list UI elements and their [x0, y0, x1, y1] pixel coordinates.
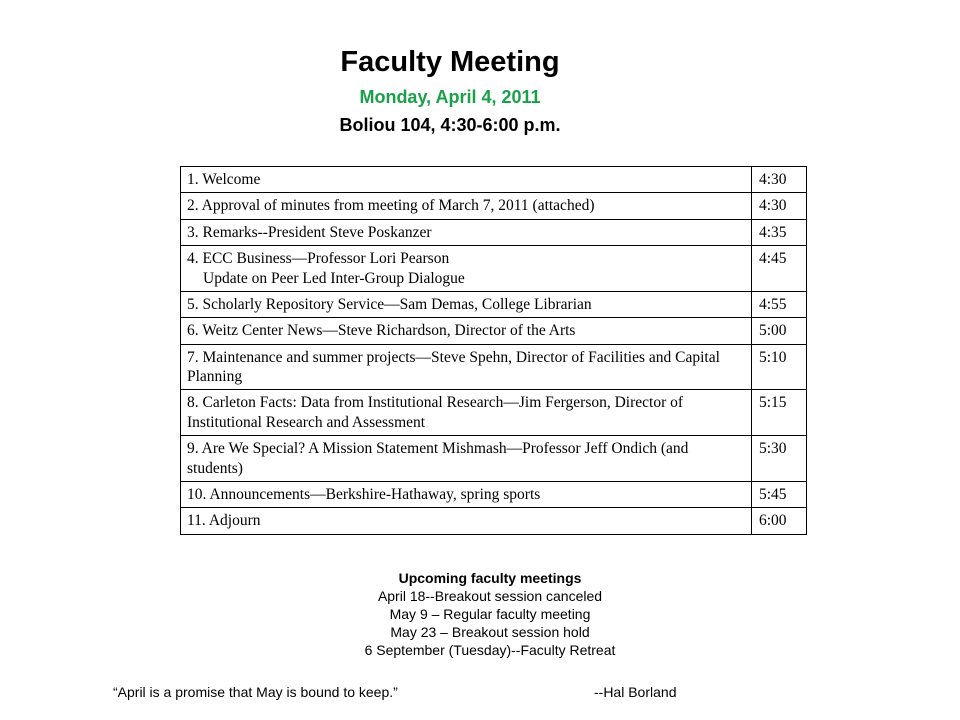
agenda-time: 5:45 [752, 481, 807, 507]
agenda-item: 8. Carleton Facts: Data from Institutional Research—Jim Fergerson, Director of Institutional Research and Assessment [181, 390, 752, 436]
table-row [181, 167, 807, 193]
agenda-time: 4:30 [752, 167, 807, 193]
agenda-item: 7. Maintenance and summer projects—Steve Spehn, Director of Facilities and Capital Planning [181, 344, 752, 390]
agenda-time: 5:15 [752, 390, 807, 436]
upcoming-line: April 18--Breakout session canceled [377, 588, 603, 604]
agenda-item: 1. Welcome [181, 167, 752, 193]
table-row [181, 291, 807, 317]
table-row [181, 481, 807, 507]
agenda-time: 4:55 [752, 291, 807, 317]
table-row [181, 508, 807, 534]
upcoming-line: May 23 – Breakout session hold [390, 624, 590, 640]
agenda-item: 9. Are We Special? A Mission Statement Mishmash—Professor Jeff Ondich (and students) [181, 436, 752, 482]
agenda-time: 6:00 [752, 508, 807, 534]
footer-quote-author: --Hal Borland [594, 684, 677, 700]
meeting-location: Boliou 104, 4:30-6:00 p.m. [339, 115, 561, 135]
table-row [181, 219, 807, 245]
table-row [181, 318, 807, 344]
agenda-time: 4:30 [752, 193, 807, 219]
agenda-time: 5:00 [752, 318, 807, 344]
agenda-item: 6. Weitz Center News—Steve Richardson, Director of the Arts [181, 318, 752, 344]
agenda-item: 3. Remarks--President Steve Poskanzer [181, 219, 752, 245]
agenda-item: 5. Scholarly Repository Service—Sam Demas, College Librarian [181, 291, 752, 317]
upcoming-meetings [0, 569, 960, 659]
agenda-item-subline: Update on Peer Led Inter-Group Dialogue [203, 269, 465, 287]
table-row [181, 193, 807, 219]
upcoming-line: 6 September (Tuesday)--Faculty Retreat [364, 642, 616, 658]
agenda-item: 10. Announcements—Berkshire-Hathaway, spring sports [181, 481, 752, 507]
upcoming-line: May 9 – Regular faculty meeting [389, 606, 591, 622]
agenda-table [180, 166, 807, 535]
table-row [181, 344, 807, 390]
table-row [181, 436, 807, 482]
agenda-item-cell [181, 246, 752, 292]
footer-quote: “April is a promise that May is bound to keep.” [113, 684, 398, 700]
page-title: Faculty Meeting [340, 46, 560, 78]
upcoming-heading: Upcoming faculty meetings [398, 570, 582, 586]
meeting-date: Monday, April 4, 2011 [359, 87, 541, 107]
agenda-time: 5:30 [752, 436, 807, 482]
agenda-time: 4:35 [752, 219, 807, 245]
agenda-item: 4. ECC Business—Professor Lori Pearson [187, 250, 450, 268]
agenda-time: 4:45 [752, 246, 807, 292]
table-row [181, 390, 807, 436]
agenda-item: 2. Approval of minutes from meeting of March 7, 2011 (attached) [181, 193, 752, 219]
agenda-item: 11. Adjourn [181, 508, 752, 534]
table-row [181, 246, 807, 292]
agenda-time: 5:10 [752, 344, 807, 390]
